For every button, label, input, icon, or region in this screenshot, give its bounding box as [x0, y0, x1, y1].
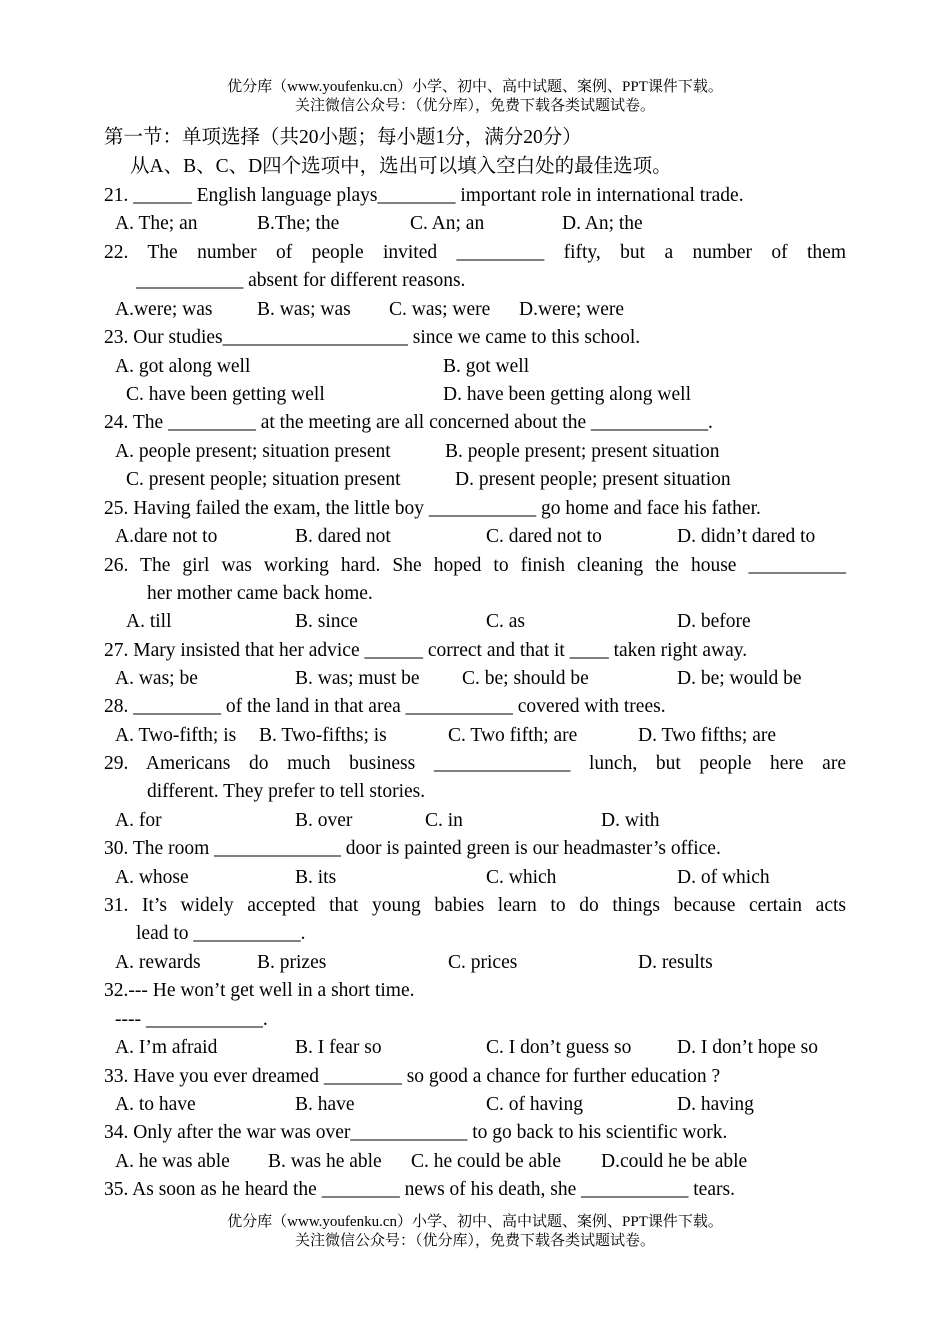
question-35-stem: 35. As soon as he heard the ________ news of his death, she ___________ tears.	[104, 1179, 735, 1200]
question-27-option-d: D. be; would be	[677, 668, 802, 689]
question-28-option-d: D. Two fifths; are	[638, 725, 776, 746]
question-31-option-d: D. results	[638, 952, 713, 973]
question-32-option-a: A. I’m afraid	[115, 1037, 218, 1058]
question-29-option-c: C. in	[425, 810, 463, 831]
question-23-option-b: B. got well	[443, 356, 530, 377]
question-21-option-a: A. The; an	[115, 213, 198, 234]
question-25-option-c: C. dared not to	[486, 526, 602, 547]
question-31-option-c: C. prices	[448, 952, 518, 973]
question-22-stem-line-1: 22. The number of people invited _________ fifty, but a number of them	[104, 242, 846, 263]
question-34-option-a: A. he was able	[115, 1151, 230, 1172]
question-24-option-c: C. present people; situation present	[126, 469, 401, 490]
question-23-option-d: D. have been getting along well	[443, 384, 692, 405]
question-27-option-c: C. be; should be	[462, 668, 589, 689]
page-footer-line-1: 优分库（www.youfenku.cn）小学、初中、高中试题、案例、PPT课件下载。	[227, 1214, 723, 1230]
question-29-option-a: A. for	[115, 810, 162, 831]
question-27-option-b: B. was; must be	[295, 668, 420, 689]
question-24-option-a: A. people present; situation present	[115, 441, 391, 462]
question-30-option-d: D. of which	[677, 867, 770, 888]
question-21-stem: 21. ______ English language plays________ important role in international trade.	[104, 185, 744, 206]
page-header-line-2: 关注微信公众号：（优分库），免费下载各类试题试卷。	[294, 98, 655, 114]
question-29-option-d: D. with	[601, 810, 660, 831]
question-28-option-b: B. Two-fifths; is	[259, 725, 387, 746]
question-29-stem-line-1: 29. Americans do much business ______________ lunch, but people here are	[104, 753, 846, 774]
question-31-option-b: B. prizes	[257, 952, 327, 973]
question-24-option-b: B. people present; present situation	[445, 441, 720, 462]
question-26-option-d: D. before	[677, 611, 751, 632]
question-30-option-c: C. which	[486, 867, 557, 888]
question-25-option-d: D. didn’t dared to	[677, 526, 816, 547]
question-32-stem-line-1: 32.--- He won’t get well in a short time.	[104, 980, 415, 1001]
question-34-option-b: B. was he able	[268, 1151, 382, 1172]
question-26-option-c: C. as	[486, 611, 525, 632]
question-24-option-d: D. present people; present situation	[455, 469, 731, 490]
section-instruction: 从A、B、C、D四个选项中，选出可以填入空白处的最佳选项。	[130, 156, 672, 177]
question-33-stem: 33. Have you ever dreamed ________ so good a chance for further education ?	[104, 1066, 721, 1087]
question-23-option-c: C. have been getting well	[126, 384, 325, 405]
question-26-stem-line-1: 26. The girl was working hard. She hoped to finish cleaning the house __________	[104, 555, 846, 576]
section-title: 第一节：单项选择（共20小题；每小题1分，满分20分）	[104, 127, 582, 148]
question-22-option-c: C. was; were	[389, 299, 491, 320]
question-31-stem-line-1: 31. It’s widely accepted that young babies learn to do things because certain acts	[104, 895, 846, 916]
question-33-option-c: C. of having	[486, 1094, 583, 1115]
question-30-stem: 30. The room _____________ door is painted green is our headmaster’s office.	[104, 838, 721, 859]
question-26-option-b: B. since	[295, 611, 358, 632]
question-28-stem: 28. _________ of the land in that area ___________ covered with trees.	[104, 696, 666, 717]
question-34-stem: 34. Only after the war was over____________ to go back to his scientific work.	[104, 1122, 728, 1143]
question-22-option-b: B. was; was	[257, 299, 351, 320]
question-21-option-d: D. An; the	[562, 213, 643, 234]
question-29-stem-line-2: different. They prefer to tell stories.	[147, 781, 426, 802]
question-23-stem: 23. Our studies___________________ since we came to this school.	[104, 327, 641, 348]
question-28-option-a: A. Two-fifth; is	[115, 725, 237, 746]
question-30-option-b: B. its	[295, 867, 337, 888]
question-32-option-c: C. I don’t guess so	[486, 1037, 632, 1058]
question-33-option-b: B. have	[295, 1094, 355, 1115]
question-22-option-a: A.were; was	[115, 299, 213, 320]
question-31-stem-line-2: lead to ___________.	[136, 923, 306, 944]
question-34-option-d: D.could he be able	[601, 1151, 748, 1172]
page-footer-line-2: 关注微信公众号：（优分库），免费下载各类试题试卷。	[294, 1233, 655, 1249]
question-33-option-d: D. having	[677, 1094, 754, 1115]
question-34-option-c: C. he could be able	[411, 1151, 561, 1172]
question-29-option-b: B. over	[295, 810, 353, 831]
question-26-stem-line-2: her mother came back home.	[147, 583, 373, 604]
question-21-option-b: B.The; the	[257, 213, 340, 234]
question-24-stem: 24. The _________ at the meeting are all concerned about the ____________.	[104, 412, 713, 433]
question-22-stem-line-2: ___________ absent for different reasons.	[136, 270, 466, 291]
question-32-stem-line-2: ---- ____________.	[115, 1009, 268, 1030]
question-21-option-c: C. An; an	[410, 213, 485, 234]
question-27-option-a: A. was; be	[115, 668, 198, 689]
question-23-option-a: A. got along well	[115, 356, 251, 377]
question-26-option-a: A. till	[126, 611, 172, 632]
question-27-stem: 27. Mary insisted that her advice ______ correct and that it ____ taken right away.	[104, 640, 748, 661]
question-25-option-a: A.dare not to	[115, 526, 218, 547]
question-22-option-d: D.were; were	[519, 299, 625, 320]
question-31-option-a: A. rewards	[115, 952, 201, 973]
question-32-option-d: D. I don’t hope so	[677, 1037, 819, 1058]
page-header-line-1: 优分库（www.youfenku.cn）小学、初中、高中试题、案例、PPT课件下载。	[227, 79, 723, 95]
question-30-option-a: A. whose	[115, 867, 189, 888]
question-25-stem: 25. Having failed the exam, the little boy ___________ go home and face his father.	[104, 498, 761, 519]
question-32-option-b: B. I fear so	[295, 1037, 382, 1058]
question-25-option-b: B. dared not	[295, 526, 391, 547]
question-28-option-c: C. Two fifth; are	[448, 725, 578, 746]
question-33-option-a: A. to have	[115, 1094, 196, 1115]
